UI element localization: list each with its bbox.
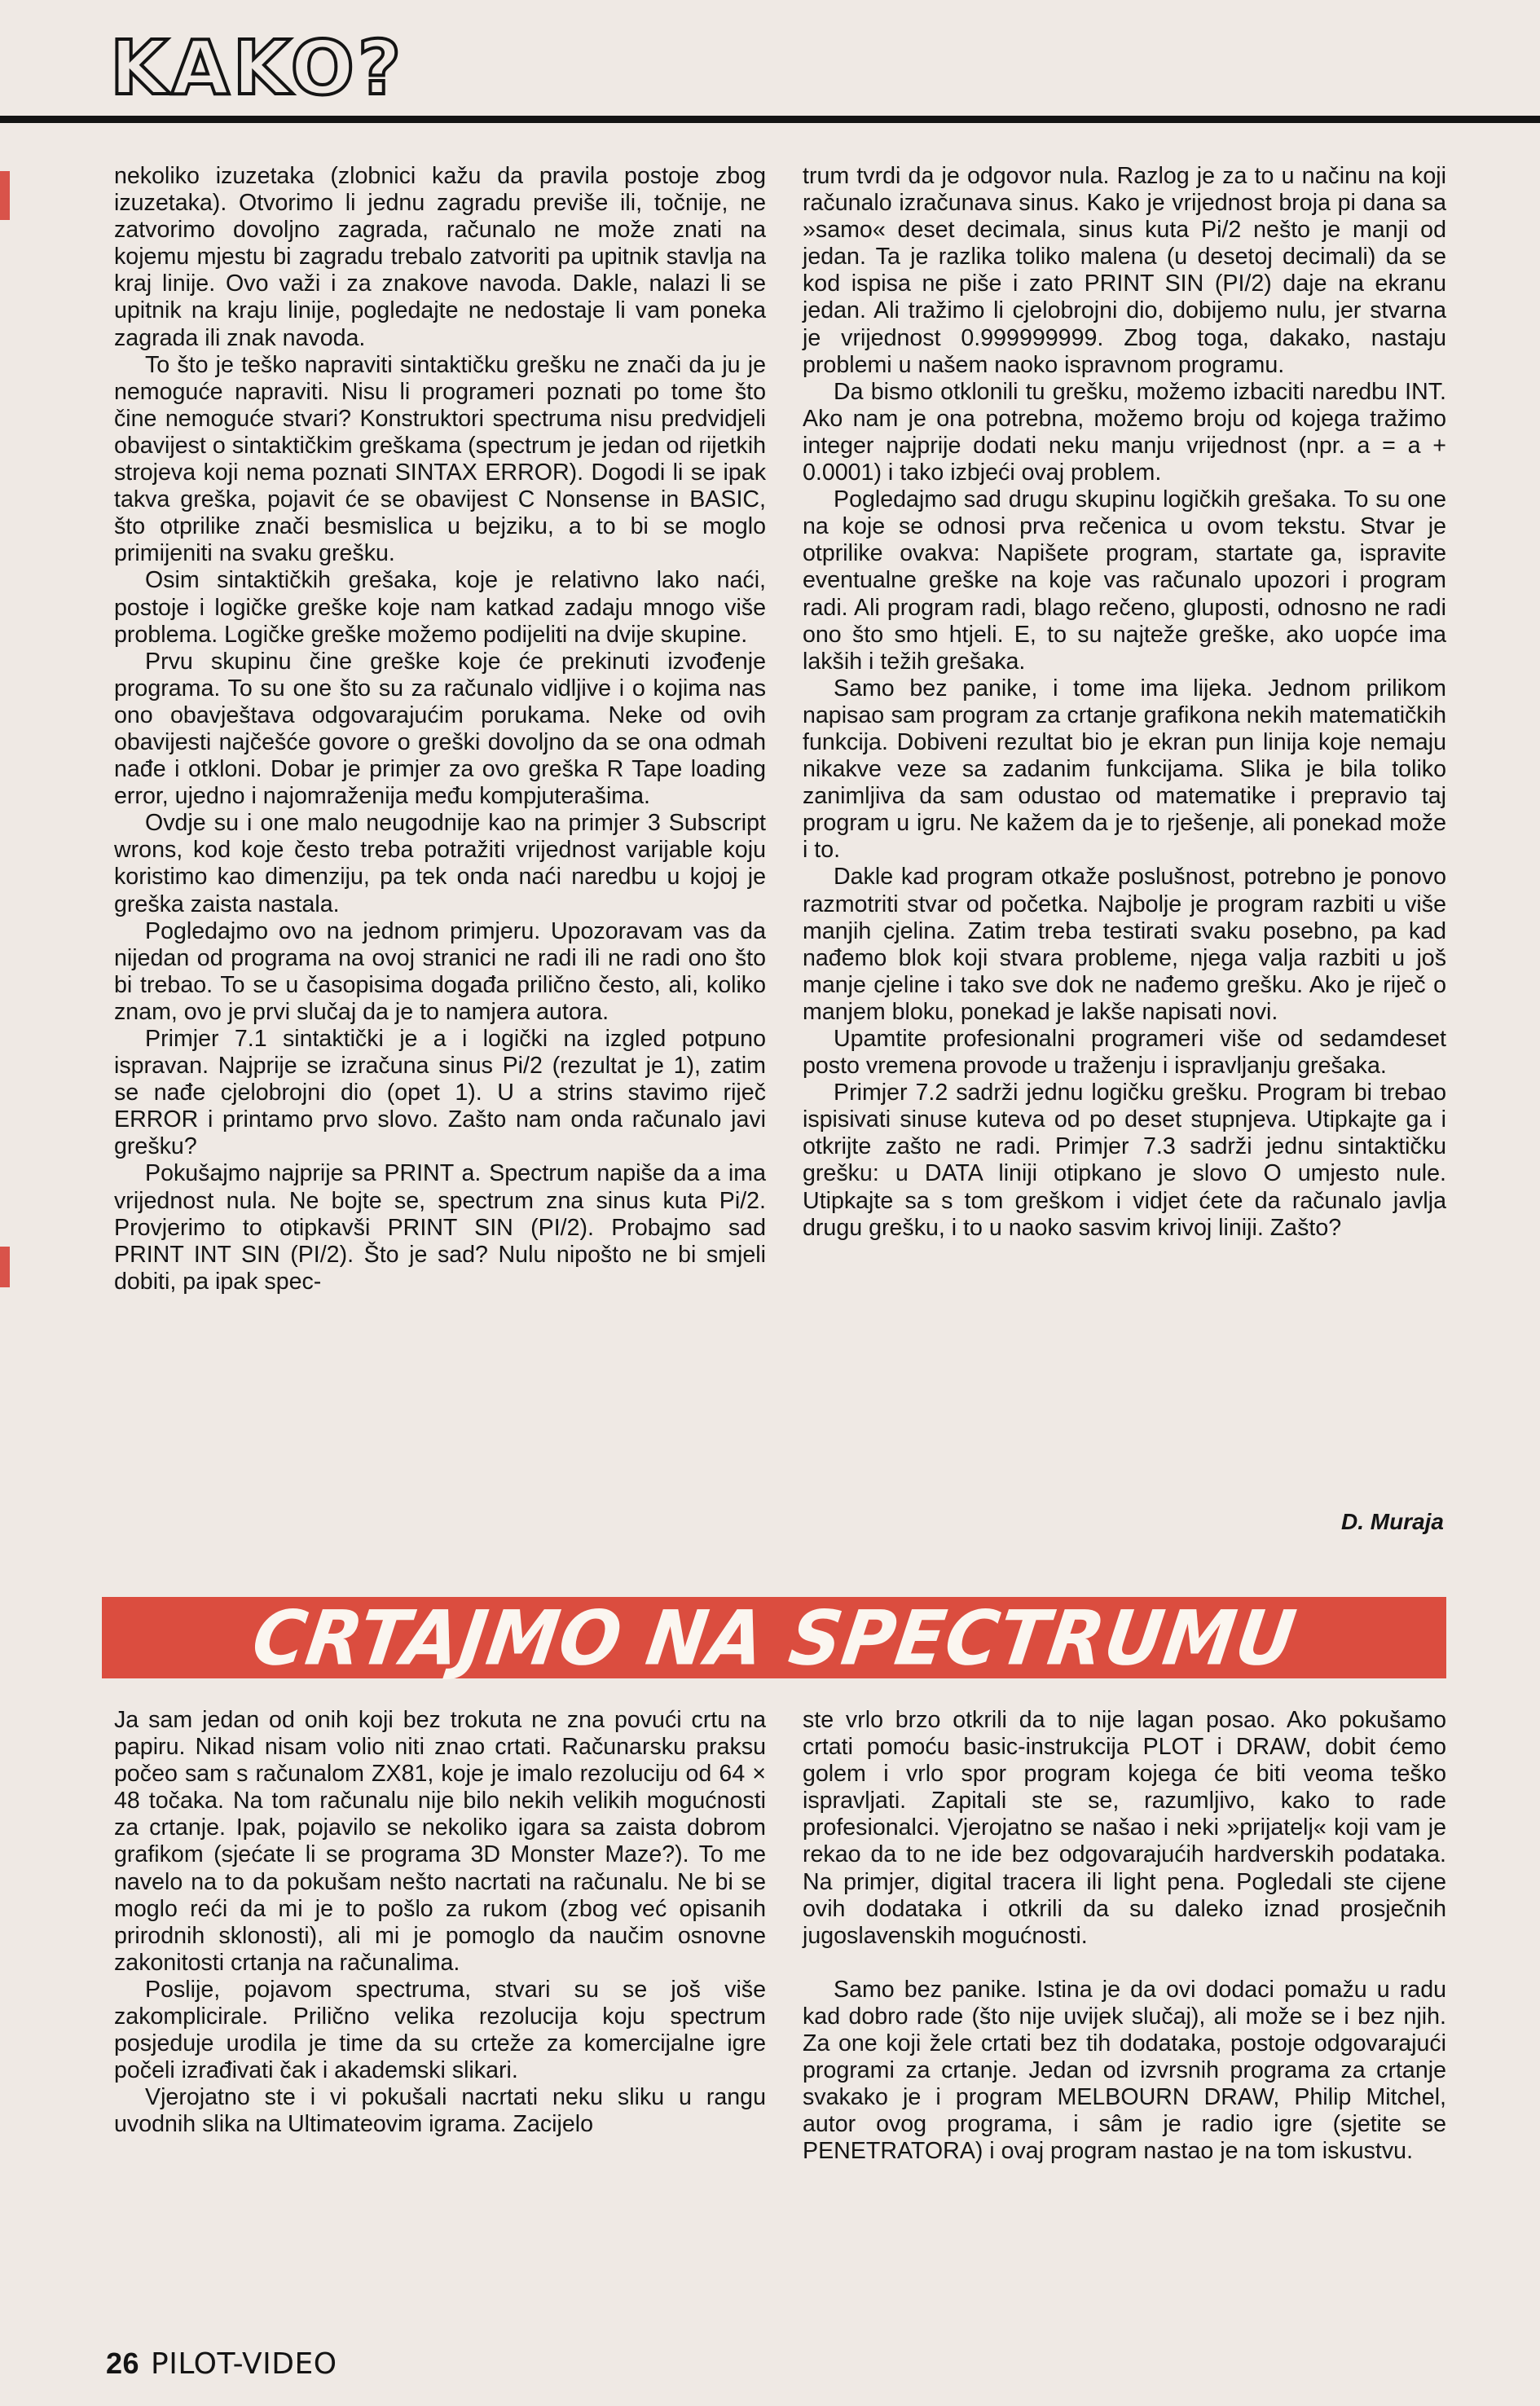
paragraph: Dakle kad program otkaže poslušnost, potrebno je ponovo razmotriti stvar od početka. Najbolje je program razbiti u više manjih cjelina. Zatim treba testirati svaku posebno, pa kad nađemo blok koji stvara probleme, njega valja razbiti u još manje cjeline i tako sve dok ne nađemo grešku. Ako je riječ o manjem bloku, ponekad je lakše napisati novi. [803, 864, 1446, 1025]
page-footer [106, 2347, 337, 2381]
paragraph: Primjer 7.1 sintaktički je a i logički na izgled potpuno ispravan. Najprije se izračuna sinus Pi/2 (rezultat je 1), zatim se nađe cjelobrojni dio (opet 1). U a strins stavimo riječ ERROR i printamo prvo slovo. Zašto nam onda računalo javi grešku? [114, 1026, 766, 1160]
article-title: CRTAJMO NA SPECTRUMU [247, 1593, 1301, 1682]
paragraph: Primjer 7.2 sadrži jednu logičku grešku. Program bi trebao ispisivati sinuse kuteva od po deset stupnjeva. Utipkajte ga i otkrijte zašto ne radi. Primjer 7.3 sadrži jednu sintaktičku grešku: u DATA liniji otipkano je slovo O umjesto nule. Utipkajte sa s tom greškom i vidjet ćete da računalo javlja drugu grešku, i to u naoko sasvim krivoj liniji. Zašto? [803, 1080, 1446, 1241]
paragraph: Samo bez panike, i tome ima lijeka. Jednom prilikom napisao sam program za crtanje grafikona nekih matematičkih funkcija. Dobiveni rezultat bio je ekran pun linija koje nemaju nikakve veze sa zadanim funkcijama. Slika je bila toliko zanimljiva da sam odustao od matematike i prepravio taj program u igru. Ne kažem da je to rješenje, ali ponekad može i to. [803, 675, 1446, 864]
paragraph: Poslije, pojavom spectruma, stvari su se još više zakomplicirale. Prilično velika rezolucija koju spectrum posjeduje urodila je time da su crteže za komercijalne igre počeli izrađivati čak i akademski slikari. [114, 1976, 766, 2084]
paragraph: Samo bez panike. Istina je da ovi dodaci pomažu u radu kad dobro rade (što nije uvijek slučaj), ali može se i bez njih. Za one koji žele crtati bez tih dodataka, postoje odgovarajući programi za crtanje. Jedan od izvrsnih programa za crtanje svakako je i program MELBOURN DRAW, Philip Mitchel, autor ovog programa, i sâm je radio igre (sjetite se PENETRATORA) i ovaj program nastao je na tom iskustvu. [803, 1976, 1446, 2165]
article-author: D. Muraja [1340, 1509, 1444, 1534]
paragraph: ste vrlo brzo otkrili da to nije lagan posao. Ako pokušamo crtati pomoću basic-instrukcija PLOT i DRAW, dobit ćemo golem i vrlo spor program kojega će biti veoma teško ispravljati. Zapitali ste se, razumljivo, kako to rade profesionalci. Vjerojatno se našao i neki »prijatelj« koji vam je rekao da to ne ide bez odgovarajućih hardverskih podataka. Na primjer, digital tracera ili light pena. Pogledali ste cijene ovih dodataka i otkrili da su daleko iznad prosječnih jugoslavenskih mogućnosti. [803, 1707, 1446, 1949]
paragraph: Pogledajmo sad drugu skupinu logičkih grešaka. To su one na koje se odnosi prva rečenica u ovom tekstu. Stvar je otprilike ovakva: Napišete program, startate ga, ispravite eventualne greške na koje vas računalo upozori i program radi. Ali program radi, blago rečeno, gluposti, odnosno ne radi ono što smo htjeli. E, to su najteže greške, ako uopće ima lakših i težih grešaka. [803, 486, 1446, 675]
article2-column-1 [114, 1707, 766, 2139]
paragraph-gap [803, 1950, 1446, 1977]
magazine-name: PILOT-VIDEO [151, 2347, 337, 2381]
article1-column-1 [114, 163, 766, 1295]
paragraph: trum tvrdi da je odgovor nula. Razlog je za to u načinu na koji računalo izračunava sinus. Kako je vrijednost broja pi dana sa »samo« deset decimala, sinus kuta Pi/2 nešto je manji od jedan. Ta je razlika toliko malena (u desetoj decimali) da se kod ispisa ne piše i zato PRINT SIN (PI/2) daje na ekranu jedan. Ali tražimo li cjelobrojni dio, dobijemo nulu, jer stvarna je vrijednost 0.999999999. Zbog toga, dakako, nastaju problemi u našem naoko ispravnom programu. [803, 163, 1446, 378]
paragraph: Ja sam jedan od onih koji bez trokuta ne zna povući crtu na papiru. Nikad nisam volio niti znao crtati. Računarsku praksu počeo sam s računalom ZX81, koje je imalo rezoluciju od 64 × 48 točaka. Na tom računalu nije bilo nekih velikih mogućnosti za crtanje. Ipak, pojavilo se nekoliko igara sa zaista dobrom grafikom (sjećate li se programa 3D Monster Maze?). To me navelo na to da pokušam nešto nacrtati na računalu. Ne bi se moglo reći da mi je to pošlo za rukom (zbog već opisanih prirodnih sklonosti), ali mi je pomoglo da naučim osnovne zakonitosti crtanja na računalima. [114, 1707, 766, 1976]
paragraph: nekoliko izuzetaka (zlobnici kažu da pravila postoje zbog izuzetaka). Otvorimo li jednu zagradu previše ili, točnije, ne zatvorimo dovoljno zagrada, računalo ne može znati na kojemu mjestu bi zagradu trebalo zatvoriti pa upitnik stavlja na kraj linije. Ovo važi i za znakove navoda. Dakle, nalazi li se upitnik na kraju linije, pogledajte ne nedostaje li vam poneka zagrada ili znak navoda. [114, 163, 766, 351]
paragraph: Vjerojatno ste i vi pokušali nacrtati neku sliku u rangu uvodnih slika na Ultimateovim igrama. Zacijelo [114, 2084, 766, 2138]
paragraph: To što je teško napraviti sintaktičku grešku ne znači da ju je nemoguće napraviti. Nisu li programeri poznati po tome što čine nemoguće stvari? Konstruktori spectruma nisu predvidjeli obavijest o sintaktičkim greškama (spectrum je jedan od rijetkih strojeva koji nema poznati SINTAX ERROR). Dogodi li se ipak takva greška, pojavit će se obavijest C Nonsense in BASIC, što otprilike znači besmislica u bejziku, a to bi se moglo primijeniti na svaku grešku. [114, 351, 766, 567]
paragraph: Upamtite profesionalni programeri više od sedamdeset posto vremena provode u traženju i ispravljanju grešaka. [803, 1026, 1446, 1080]
paragraph: Prvu skupinu čine greške koje će prekinuti izvođenje programa. To su one što su za računalo vidljive i o kojima nas ono obavještava odgovarajućim porukama. Neke od ovih obavijesti najčešće govore o greški dovoljno da se ona odmah nađe i otkloni. Dobar je primjer za ovo greška R Tape loading error, ujedno i najomraženija među kompjuterašima. [114, 648, 766, 810]
paragraph: Pokušajmo najprije sa PRINT a. Spectrum napiše da a ima vrijednost nula. Ne bojte se, spectrum zna sinus kuta Pi/2. Provjerimo to otipkavši PRINT SIN (PI/2). Probajmo sad PRINT INT SIN (PI/2). Što je sad? Nulu nipošto ne bi smjeli dobiti, pa ipak spec- [114, 1160, 766, 1295]
section-header-title: KAKO? [110, 24, 405, 112]
paragraph: Ovdje su i one malo neugodnije kao na primjer 3 Subscript wrons, kod koje često treba potražiti vrijednost varijable koju koristimo kao dimenziju, pa tek onda naći naredbu u kojoj je greška zaista nastala. [114, 810, 766, 917]
article2-column-2 [803, 1707, 1446, 2166]
article-title-banner [102, 1593, 1446, 1682]
article1-column-2 [803, 163, 1446, 1242]
page-edge-mark [0, 171, 10, 220]
paragraph: Pogledajmo ovo na jednom primjeru. Upozoravam vas da nijedan od programa na ovoj stranici ne radi ili ne radi ono što bi trebao. To se u časopisima događa prilično često, ali, koliko znam, ovo je prvi slučaj da je to namjera autora. [114, 917, 766, 1025]
header-rule [0, 116, 1540, 123]
paragraph: Da bismo otklonili tu grešku, možemo izbaciti naredbu INT. Ako nam je ona potrebna, možemo broju od kojega tražimo integer najprije dodati neku manju vrijednost (npr. a = a + 0.0001) i tako izbjeći ovaj problem. [803, 378, 1446, 486]
paragraph: Osim sintaktičkih grešaka, koje je relativno lako naći, postoje i logičke greške koje nam katkad zadaju mnogo više problema. Logičke greške možemo podijeliti na dvije skupine. [114, 567, 766, 648]
page-edge-mark [0, 1247, 10, 1287]
page-number: 26 [106, 2347, 140, 2380]
